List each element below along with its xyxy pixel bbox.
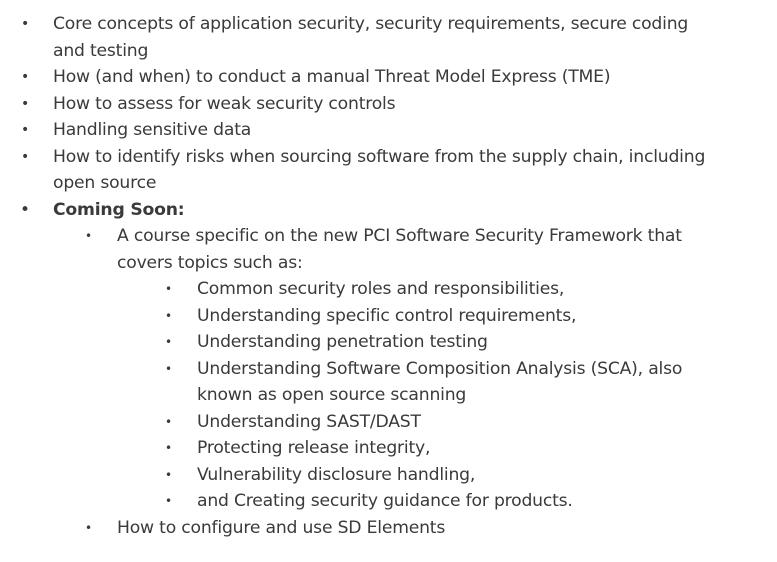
bullet-icon: • <box>165 361 172 376</box>
bullet-icon: • <box>165 335 172 349</box>
pci-course-item <box>85 223 737 276</box>
pci-topics-wrapper <box>53 276 777 515</box>
pci-topic-text: Understanding penetration testing <box>197 332 488 352</box>
bullet-icon: • <box>165 414 172 429</box>
pci-course-text: A course specific on the new PCI Software Security Framework that covers topics such as: <box>117 226 682 273</box>
pci-topic-item <box>165 276 697 303</box>
bullet-icon: • <box>165 282 172 296</box>
pci-topic-item <box>165 329 697 356</box>
pci-topic-text: Common security roles and responsibilities, <box>197 279 565 299</box>
coming-soon-sublist-wrapper <box>0 223 777 541</box>
list-item <box>0 117 713 144</box>
list-item-text: How (and when) to conduct a manual Threat Model Express (TME) <box>53 67 611 87</box>
pci-topic-item <box>165 435 697 462</box>
bullet-icon: • <box>85 520 92 535</box>
list-item <box>0 144 713 197</box>
pci-topic-item <box>165 303 697 330</box>
bullet-icon: • <box>165 494 172 508</box>
sd-elements-text: How to configure and use SD Elements <box>117 517 446 538</box>
pci-topic-item <box>165 488 697 515</box>
bullet-icon: • <box>21 16 30 32</box>
bullet-icon: • <box>85 229 92 243</box>
list-item-text: How to assess for weak security controls <box>53 93 396 114</box>
bullet-icon: • <box>21 69 30 85</box>
list-item-text: How to identify risks when sourcing software from the supply chain, including open source <box>53 146 706 193</box>
pci-topic-text: Protecting release integrity, <box>197 438 431 458</box>
list-item <box>0 91 713 118</box>
pci-topic-text: Understanding Software Composition Analysis (SCA), also known as open source scanning <box>197 358 683 405</box>
pci-topic-text: Understanding SAST/DAST <box>197 411 421 432</box>
bullet-icon: • <box>165 308 172 323</box>
pci-topic-item <box>165 462 697 489</box>
list-item-text: Handling sensitive data <box>53 120 252 140</box>
list-item <box>0 11 713 64</box>
bullet-icon: • <box>21 122 30 138</box>
pci-topic-item <box>165 409 697 436</box>
coming-soon-sublist-continued <box>53 515 777 542</box>
list-item <box>0 64 713 91</box>
bullet-icon: • <box>20 199 30 220</box>
bullet-icon: • <box>165 467 172 482</box>
pci-topic-text: and Creating security guidance for products. <box>197 491 573 511</box>
bullet-icon: • <box>21 148 30 165</box>
pci-topics-list <box>117 276 777 515</box>
coming-soon-item <box>0 197 713 224</box>
bullet-icon: • <box>165 441 172 455</box>
coming-soon-sublist <box>53 223 777 276</box>
pci-topic-text: Vulnerability disclosure handling, <box>197 464 476 485</box>
sd-elements-item <box>85 515 737 542</box>
topics-list <box>0 11 777 223</box>
pci-topic-item <box>165 356 697 409</box>
pci-topic-text: Understanding specific control requirements, <box>197 305 577 326</box>
coming-soon-heading: Coming Soon: <box>53 199 185 220</box>
list-item-text: Core concepts of application security, security requirements, secure coding and testing <box>53 14 689 61</box>
course-topics-document <box>0 11 777 541</box>
bullet-icon: • <box>21 95 30 112</box>
